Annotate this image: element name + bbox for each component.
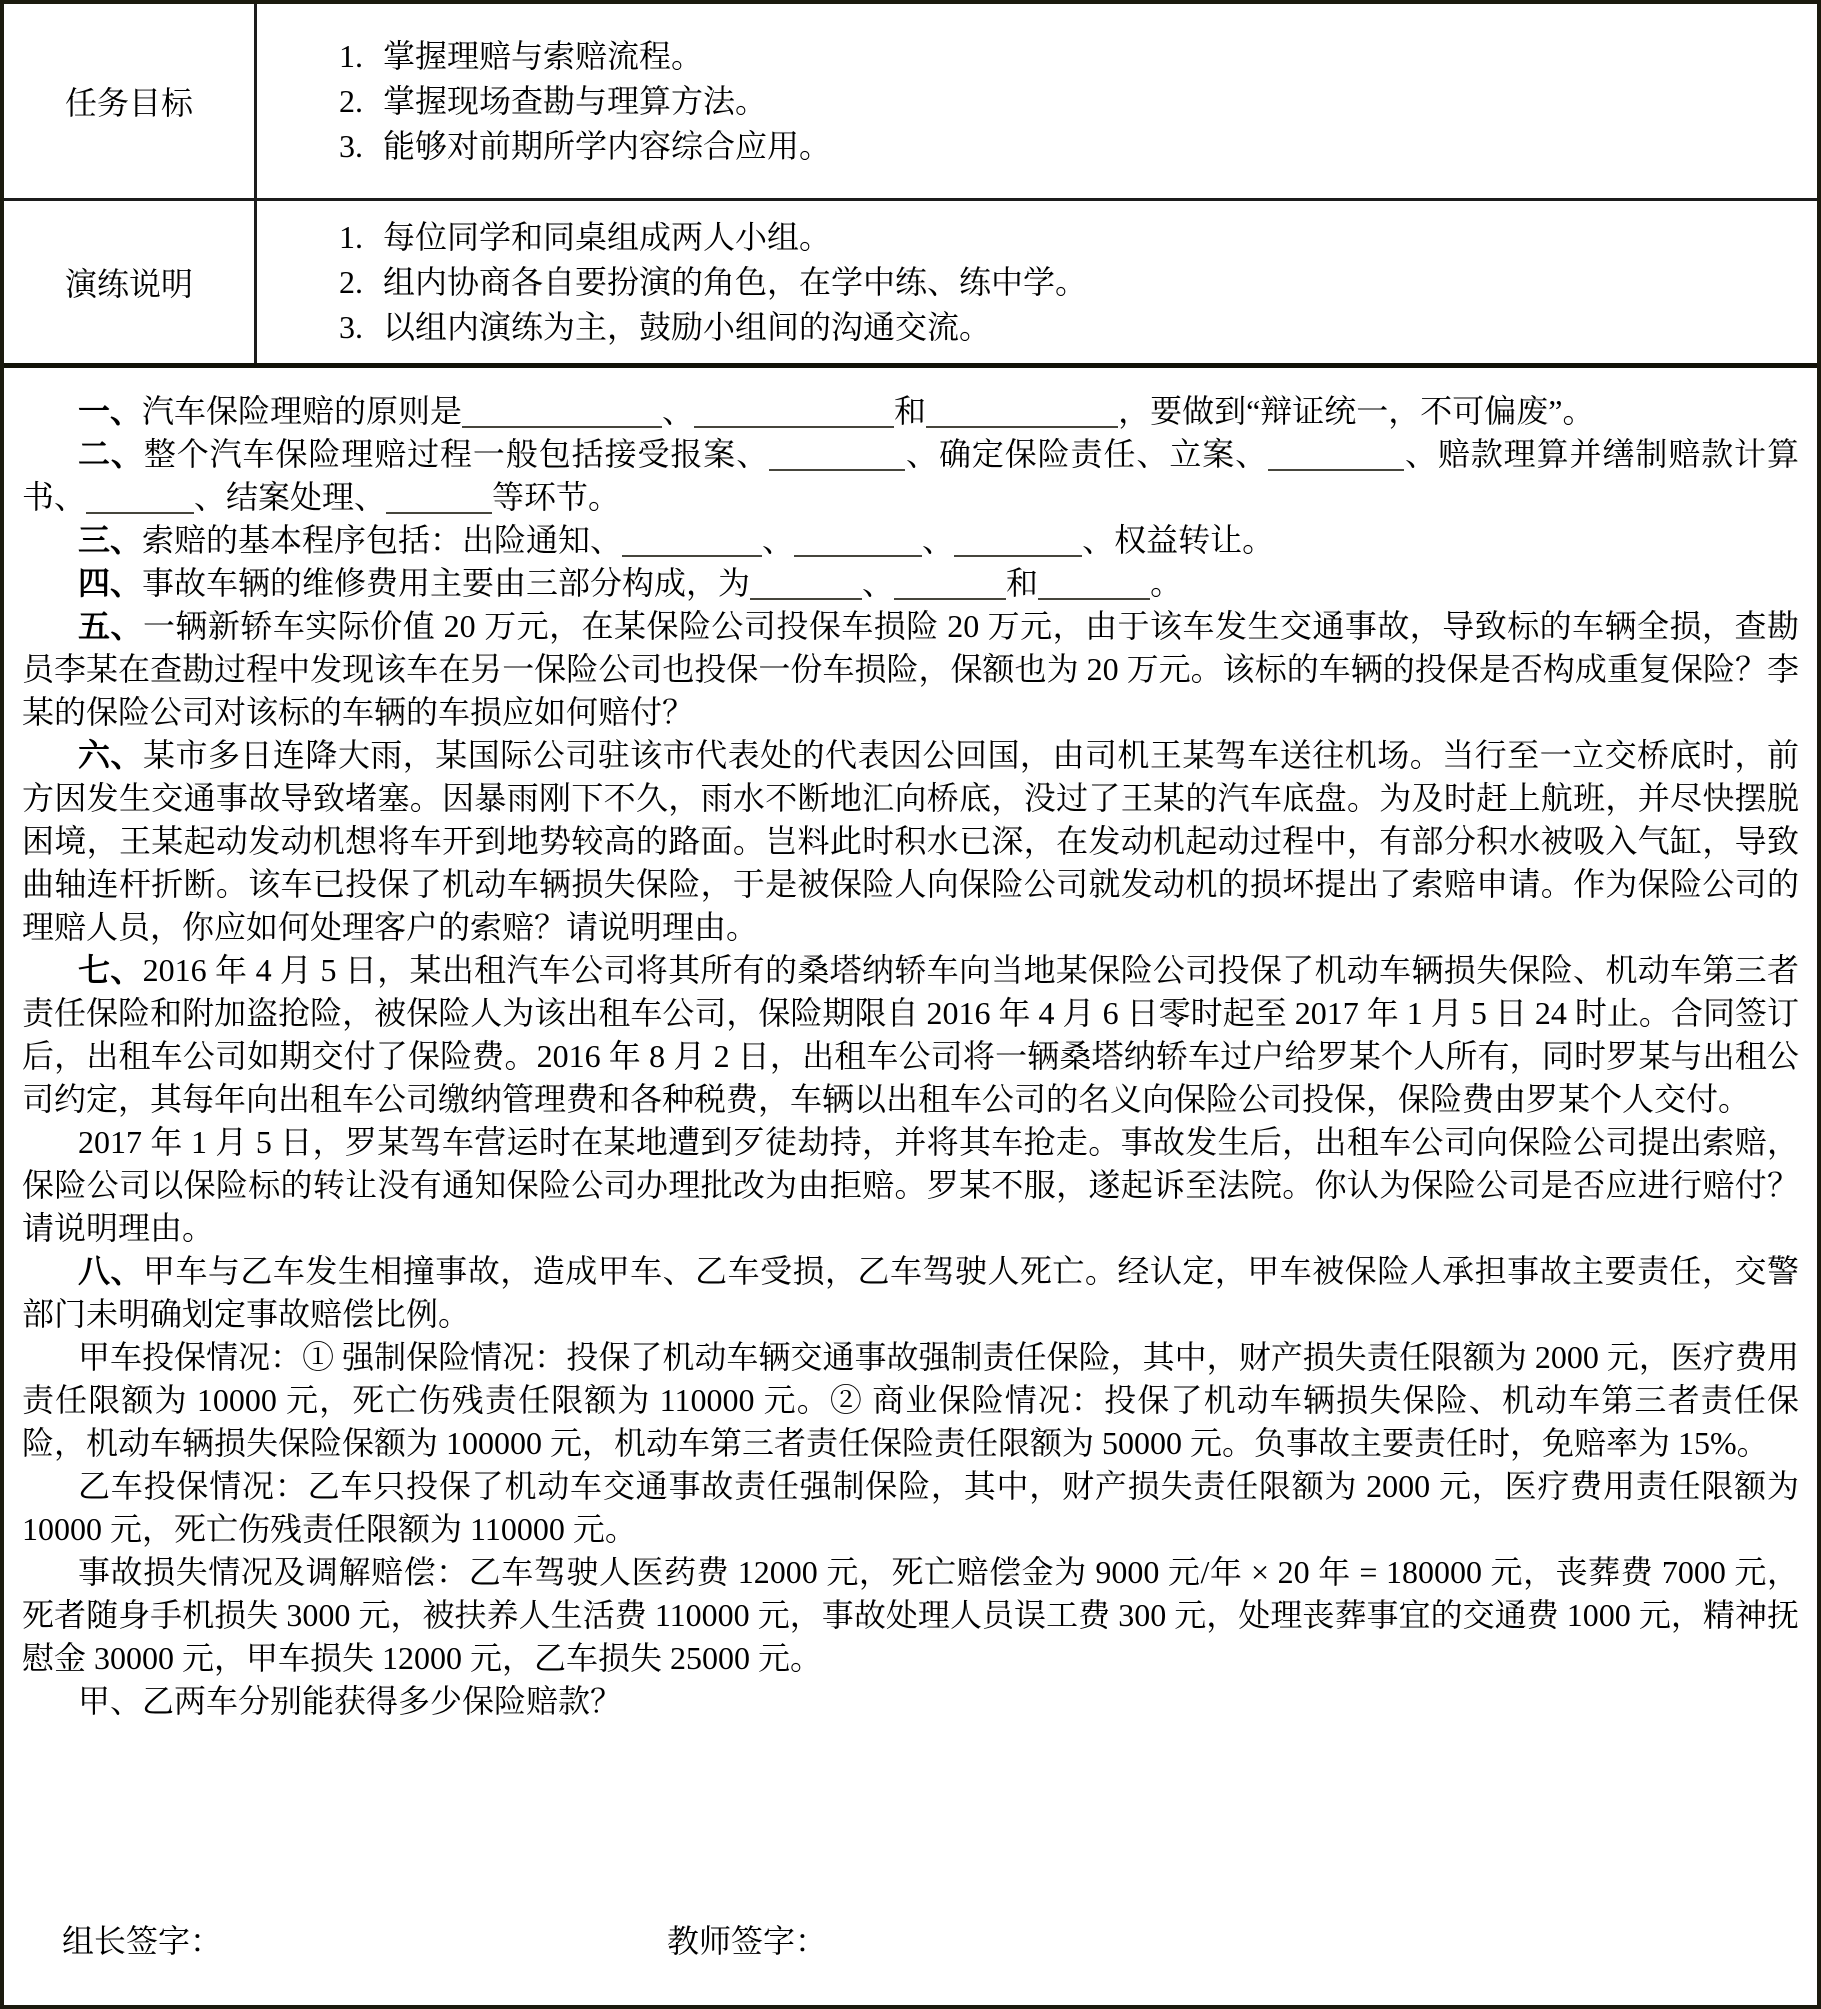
text-run: 。 [1150,565,1183,601]
text-run: 、确定保险责任、立案、 [905,436,1269,472]
exercise-notes-label: 演练说明 [4,201,257,363]
text-run: 某市多日连降大雨，某国际公司驻该市代表处的代表因公回国，由司机王某驾车送往机场。当行至一立交桥底时，前方因发生交通事故导致堵塞。因暴雨刚下不久，雨水不断地汇向桥底，没过了王某的汽车底盘。为及时赶上航班，并尽快摆脱困境，王某起动发动机想将车开到地势较高的路面。岂料此时积水已深，在发动机起动过程中，有部分积水被吸入气缸，导致曲轴连杆折断。该车已投保了机动车辆损失保险，于是被保险人向保险公司就发动机的损坏提出了索赔申请。作为保险公司的理赔人员，你应如何处理客户的索赔？请说明理由。 [22,737,1799,945]
question-7-part-2 [22,1121,1799,1250]
questions-section [4,368,1817,2005]
text-run: 、 [662,393,695,429]
question-2 [22,433,1799,519]
question-8-loss-details [22,1551,1799,1680]
text-run: 甲、乙两车分别能获得多少保险赔款？ [78,1683,623,1719]
task-objectives-label: 任务目标 [4,4,257,198]
task-header-table [4,4,1817,368]
question-8-car-b-coverage [22,1465,1799,1551]
question-8-final-question [22,1680,1799,1723]
text-run: 等环节。 [492,479,621,515]
fill-in-blank [794,525,922,557]
fill-in-blank [894,568,1006,600]
fill-in-blank [694,396,894,428]
item-number: 1. [339,218,363,255]
signature-row [4,1920,827,1963]
question-1 [22,390,1799,433]
question-6 [22,734,1799,949]
fill-in-blank [954,525,1082,557]
list-item [339,79,1817,124]
exercise-notes-list [257,201,1817,363]
list-item [339,124,1817,169]
leader-signature-label: 组长签字： [62,1923,223,1959]
item-text: 掌握现场查勘与理算方法。 [383,82,768,119]
text-run: 、赔款理算并缮制赔款计算书、 [22,436,1799,515]
text-run: 索赔的基本程序包括：出险通知、 [142,522,623,558]
text-run: 和 [1006,565,1039,601]
text-run: 一、 [78,393,143,429]
text-run: 整个汽车保险理赔过程一般包括接受报案、 [143,436,770,472]
list-item [339,260,1817,305]
item-number: 2. [339,263,363,300]
text-run: 八、 [78,1253,143,1289]
text-run: 六、 [78,737,143,773]
teacher-signature-label: 教师签字： [667,1923,828,1959]
item-text: 能够对前期所学内容综合应用。 [383,127,832,164]
fill-in-blank [622,525,762,557]
item-text: 每位同学和同桌组成两人小组。 [383,218,832,255]
item-number: 3. [339,308,363,345]
text-run: 乙车投保情况：乙车只投保了机动车交通事故责任强制保险，其中，财产损失责任限额为 2000 元，医疗费用责任限额为 10000 元，死亡伤残责任限额为 110000 元。 [22,1468,1799,1547]
text-run: 事故损失情况及调解赔偿：乙车驾驶人医药费 12000 元，死亡赔偿金为 9000 元/年 × 20 年 = 180000 元，丧葬费 7000 元，死者随身手机损失 3000 元，被扶养人生活费 110000 元，事故处理人员误工费 300 元，处理丧葬事宜的交通费 1000 元，精神抚慰金 30000 元，甲车损失 12000 元，乙车损失 25000 元。 [22,1554,1799,1676]
text-run: ，要做到“辩证统一，不可偏废”。 [1118,393,1595,429]
question-8-car-a-coverage [22,1336,1799,1465]
question-3 [22,519,1799,562]
text-run: 七、 [78,952,143,988]
task-objectives-list [257,4,1817,198]
text-run: 2017 年 1 月 5 日，罗某驾车营运时在某地遭到歹徒劫持，并将其车抢走。事故发生后，出租车公司向保险公司提出索赔，保险公司以保险标的转让没有通知保险公司办理批改为由拒赔。罗某不服，遂起诉至法院。你认为保险公司是否应进行赔付？请说明理由。 [22,1124,1799,1246]
text-run: 甲车与乙车发生相撞事故，造成甲车、乙车受损，乙车驾驶人死亡。经认定，甲车被保险人承担事故主要责任，交警部门未明确划定事故赔偿比例。 [22,1253,1799,1332]
exercise-notes-row [4,198,1817,363]
text-run: 一辆新轿车实际价值 20 万元，在某保险公司投保车损险 20 万元，由于该车发生交通事故，导致标的车辆全损，查勘员李某在查勘过程中发现该车在另一保险公司也投保一份车损险，保额也为 20 万元。该标的车辆的投保是否构成重复保险？李某的保险公司对该标的车辆的车损应如何赔付？ [22,608,1799,730]
text-run: 二、 [78,436,144,472]
item-text: 以组内演练为主，鼓励小组间的沟通交流。 [383,308,992,345]
text-run: 三、 [78,522,143,558]
text-run: 汽车保险理赔的原则是 [142,393,463,429]
item-number: 2. [339,82,363,119]
item-text: 组内协商各自要扮演的角色，在学中练、练中学。 [383,263,1088,300]
fill-in-blank [769,439,905,471]
text-run: 、 [762,522,795,558]
fill-in-blank [86,482,194,514]
list-item [339,215,1817,260]
fill-in-blank [386,482,492,514]
fill-in-blank [1038,568,1150,600]
question-7 [22,949,1799,1121]
item-text: 掌握理赔与索赔流程。 [383,37,704,74]
text-run: 2016 年 4 月 5 日，某出租汽车公司将其所有的桑塔纳轿车向当地某保险公司投保了机动车辆损失保险、机动车第三者责任保险和附加盗抢险，被保险人为该出租车公司，保险期限自 2016 年 4 月 6 日零时起至 2017 年 1 月 5 日 24 时止。合同签订后，出租车公司如期交付了保险费。2016 年 8 月 2 日，出租车公司将一辆桑塔纳轿车过户给罗某个人所有，同时罗某与出租公司约定，其每年向出租车公司缴纳管理费和各种税费，车辆以出租车公司的名义向保险公司投保，保险费由罗某个人交付。 [22,952,1799,1117]
list-item [339,305,1817,350]
text-run: 、 [862,565,895,601]
text-run: 、结案处理、 [194,479,387,515]
fill-in-blank [462,396,662,428]
text-run: 五、 [78,608,143,644]
text-run: 甲车投保情况：① 强制保险情况：投保了机动车辆交通事故强制责任保险，其中，财产损失责任限额为 2000 元，医疗费用责任限额为 10000 元，死亡伤残责任限额为 110000 元。② 商业保险情况：投保了机动车辆损失保险、机动车第三者责任保险，机动车辆损失保险保额为 100000 元，机动车第三者责任保险责任限额为 50000 元。负事故主要责任时，免赔率为 15%。 [22,1339,1799,1461]
item-number: 3. [339,127,363,164]
fill-in-blank [1268,439,1404,471]
text-run: 、权益转让。 [1082,522,1275,558]
text-run: 四、 [78,565,143,601]
question-8 [22,1250,1799,1336]
question-5 [22,605,1799,734]
text-run: 和 [894,393,927,429]
text-run: 事故车辆的维修费用主要由三部分构成，为 [142,565,751,601]
question-4 [22,562,1799,605]
fill-in-blank [750,568,862,600]
task-objectives-row [4,4,1817,198]
text-run: 、 [922,522,955,558]
fill-in-blank [926,396,1118,428]
list-item [339,34,1817,79]
item-number: 1. [339,37,363,74]
